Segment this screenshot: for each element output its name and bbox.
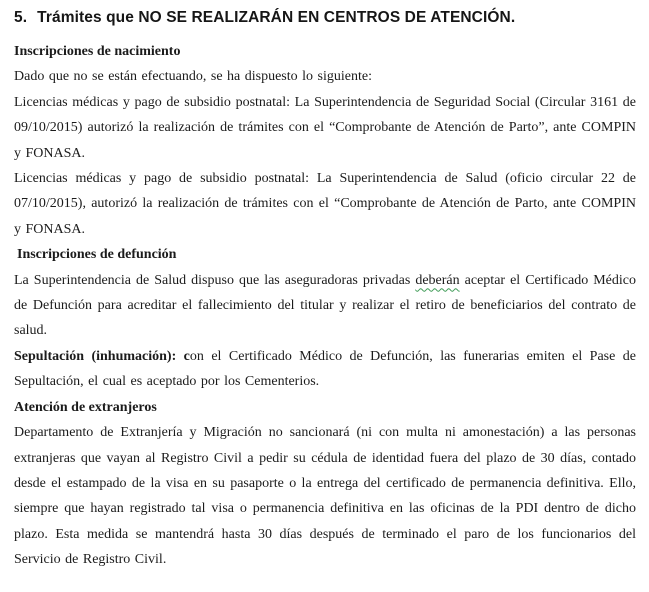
text-run: on el Certificado Médico de Defunción, las funerarias emiten el Pase de Sepultación, el cual es aceptado por los Cementerios. <box>14 348 636 390</box>
bold-lead-text: Sepultación (inhumación): c <box>14 348 190 364</box>
subheading-inscripciones-defuncion: Inscripciones de defunción <box>17 247 177 263</box>
heading-number: 5. <box>14 9 28 26</box>
section-heading <box>14 6 636 30</box>
paragraph-licencias-seguridad-social: Licencias médicas y pago de subsidio postnatal: La Superintendencia de Seguridad Social (Circular 3161 de 09/10/2015) autorizó la realización de trámites con el “Comprobante de Atención de Parto”, ante COMPIN y FONASA. <box>14 94 636 161</box>
paragraph-licencias-salud: Licencias médicas y pago de subsidio postnatal: La Superintendencia de Salud (oficio circular 22 de 07/10/2015), autorizó la realización de trámites con el “Comprobante de Atención de Parto, ante COMPIN y FONASA. <box>14 171 636 237</box>
subheading-inscripciones-nacimiento: Inscripciones de nacimiento <box>14 44 181 59</box>
paragraph-extranjeros: Departamento de Extranjería y Migración no sancionará (ni con multa ni amonestación) a las personas extranjeras que vayan al Registro Civil a pedir su cédula de identidad fuera del plazo de 30 días, contado desde el estampado de la visa en su pasaporte o la entrega del certificado de permanencia definitiva. Ello, siempre que hayan registrado tal visa o permanencia definitiva en las oficinas de la PDI dentro de dicho plazo. Esta medida se mantendrá hasta 30 días después de terminado el paro de los funcionarios del Servicio de Registro Civil. <box>14 425 636 568</box>
text-run: La Superintendencia de Salud dispuso que las aseguradoras privadas <box>14 272 416 288</box>
subheading-atencion-extranjeros: Atención de extranjeros <box>14 399 157 415</box>
paragraph-intro: Dado que no se están efectuando, se ha dispuesto lo siguiente: <box>14 69 372 85</box>
grammar-flagged-word: deberán <box>415 272 460 288</box>
paragraph-sepultacion <box>14 344 636 395</box>
text-run: aceptar el Certificado Médico de Defunción para acreditar el fallecimiento del titular y realizar el retiro de beneficiarios del contrato de salud. <box>14 272 636 339</box>
paragraph-defuncion <box>14 268 636 344</box>
heading-text: Trámites que NO SE REALIZARÁN EN CENTROS DE ATENCIÓN. <box>37 9 516 26</box>
